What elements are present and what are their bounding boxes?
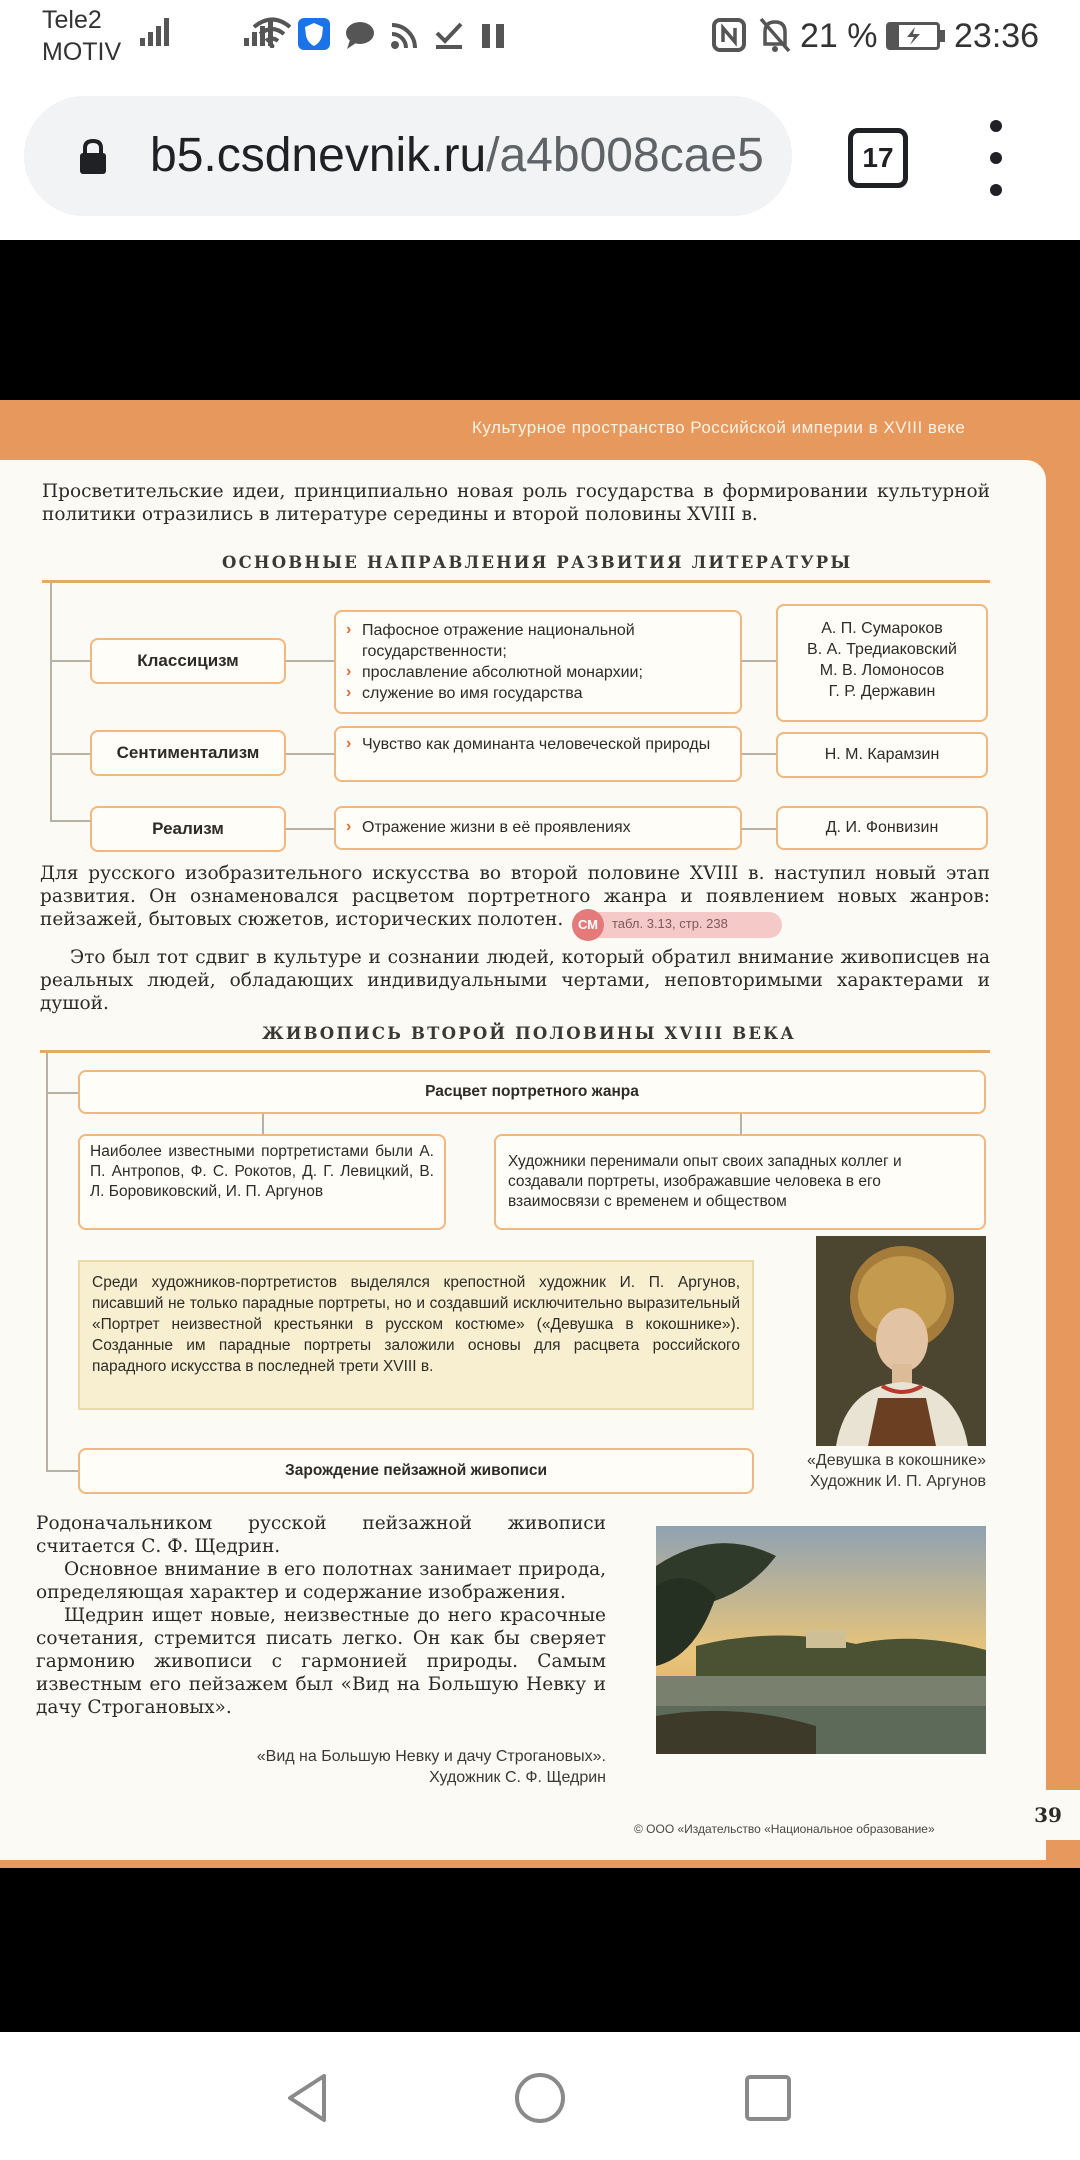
connector	[742, 660, 776, 662]
connector	[46, 1470, 78, 1472]
connector	[50, 660, 90, 662]
art-paragraph-1: Для русского изобразительного искусства во второй половине XVIII в. наступил новый этап развития. Он ознаменовался расцветом портретного жанра и появлением новых жанров: пейзажей, бытовых сюжетов, исторических полотен.	[40, 863, 990, 930]
lock-icon[interactable]	[78, 138, 108, 176]
rss-icon	[390, 22, 418, 50]
pause-icon-bar	[496, 24, 504, 48]
argunov-portrait-image	[816, 1236, 986, 1446]
chat-icon	[344, 20, 376, 50]
home-icon[interactable]	[514, 2072, 566, 2124]
connector	[740, 1114, 742, 1136]
back-icon[interactable]	[284, 2072, 328, 2124]
shchedrin-landscape-image	[656, 1526, 986, 1754]
classicism-features: › Пафосное отражение национальной государственности; › прославление абсолютной монархии; › служение во имя государства	[334, 610, 742, 714]
browser-toolbar	[0, 76, 1080, 240]
sentimentalism-authors: Н. М. Карамзин	[776, 732, 988, 778]
status-bar	[0, 0, 1080, 76]
page-paper	[0, 460, 1046, 1860]
classicism-authors: А. П. Сумароков В. А. Тредиаковский М. В. Ломоносов Г. Р. Державин	[776, 604, 988, 722]
copyright: © ООО «Издательство «Национальное образование»	[634, 1822, 935, 1836]
signal-icon	[140, 16, 176, 46]
wifi-icon	[252, 16, 292, 48]
painting-heading: ЖИВОПИСЬ ВТОРОЙ ПОЛОВИНЫ XVIII ВЕКА	[262, 1024, 797, 1043]
tree-line	[50, 582, 52, 822]
menu-button[interactable]	[976, 116, 1016, 200]
nfc-icon	[712, 18, 746, 52]
connector	[50, 820, 90, 822]
realism-authors: Д. И. Фонвизин	[776, 806, 988, 850]
literature-heading: ОСНОВНЫЕ НАПРАВЛЕНИЯ РАЗВИТИЯ ЛИТЕРАТУРЫ	[222, 553, 853, 572]
carrier-label: Tele2 MOTIV	[42, 6, 122, 66]
direction-sentimentalism: Сентиментализм	[90, 730, 286, 776]
battery-percent: 21 %	[800, 17, 878, 55]
landscape-caption: «Вид на Большую Невку и дачу Строгановых». Художник С. Ф. Щедрин	[256, 1748, 606, 1786]
url-text[interactable]	[150, 124, 764, 188]
connector	[50, 753, 90, 755]
connector	[742, 828, 776, 830]
menu-dot-icon	[990, 120, 1002, 132]
battery-tip	[940, 30, 945, 42]
page-header: Культурное пространство Российской империи в XVIII веке	[472, 418, 966, 437]
address-bar[interactable]	[24, 96, 792, 216]
clock: 23:36	[954, 17, 1040, 55]
art-paragraph-2: Это был тот сдвиг в культуре и сознании людей, который обратил внимание живописцев на реальных людей, обладающих индивидуальными чертами, неповторимыми характерами и душой.	[40, 947, 990, 1014]
sm-reference-text: табл. 3.13, стр. 238	[612, 916, 728, 931]
battery-charging-icon	[886, 22, 940, 50]
connector	[262, 1114, 264, 1136]
direction-realism: Реализм	[90, 806, 286, 852]
sm-badge: СМ	[572, 909, 604, 941]
url-path: /a4b008cae5	[486, 129, 764, 182]
bell-muted-icon	[758, 16, 792, 54]
landscape-genre-box: Зарождение пейзажной живописи	[78, 1448, 754, 1494]
check-icon	[434, 20, 464, 50]
landscape-text-block: Родоначальником русской пейзажной живописи считается С. Ф. Щедрин. Основное внимание в его полотнах занимает природа, определяющая характер и содержание изображения. Щедрин ищет новые, неизвестные до него красочные сочетания, стремится писать легко. Он как бы сверяет гармонию живописи с гармонией природы. Самым известным его пейзажем был «Вид на Большую Невку и дачу Строгановых».	[36, 1513, 606, 1718]
heading-rule	[42, 580, 990, 583]
heading-rule	[40, 1050, 990, 1053]
sm-reference-tag[interactable]	[572, 912, 782, 938]
intro-paragraph: Просветительские идеи, принципиально новая роль государства в формировании культурной политики отразились в литературе середины и второй половины XVIII в.	[42, 481, 990, 525]
menu-dot-icon	[990, 184, 1002, 196]
system-nav-bar	[0, 2032, 1080, 2160]
connector	[46, 1092, 78, 1094]
menu-dot-icon	[990, 152, 1002, 164]
portrait-painters-box: Наиболее известными портретистами были А. П. Антропов, Ф. С. Рокотов, Д. Г. Левицкий, В. Л. Боровиковский, И. П. Аргунов	[78, 1134, 446, 1230]
direction-classicism: Классицизм	[90, 638, 286, 684]
portrait-caption: «Девушка в кокошнике» Художник И. П. Аргунов	[807, 1452, 986, 1490]
portrait-approach-box: Художники перенимали опыт своих западных коллег и создавали портреты, изображавшие человека в его взаимосвязи с временем и обществом	[494, 1134, 986, 1230]
connector	[286, 753, 334, 755]
pause-icon	[482, 24, 490, 48]
tab-switcher-button[interactable]: 17	[848, 128, 908, 188]
page-number: 39	[1016, 1790, 1080, 1840]
connector	[286, 828, 334, 830]
url-host: b5.csdnevnik.ru	[150, 129, 487, 182]
shield-app-icon	[298, 18, 330, 50]
textbook-page-scan	[0, 400, 1080, 1868]
portrait-genre-box: Расцвет портретного жанра	[78, 1070, 986, 1114]
recents-icon[interactable]	[744, 2074, 792, 2122]
argunov-note: Среди художников-портретистов выделялся крепостной художник И. П. Аргунов, писавший не только парадные портреты, но и создавший исключительно выразительный «Портрет неизвестной крестьянки в русском костюме» («Девушка в кокошнике»). Созданные им парадные портреты заложили основы для расцвета российского парадного искусства в последней трети XVIII в.	[78, 1260, 754, 1410]
connector	[742, 753, 776, 755]
realism-features: › Отражение жизни в её проявлениях	[334, 806, 742, 850]
connector	[286, 660, 334, 662]
tree-line	[46, 1052, 48, 1470]
sentimentalism-features: › Чувство как доминанта человеческой природы	[334, 726, 742, 782]
